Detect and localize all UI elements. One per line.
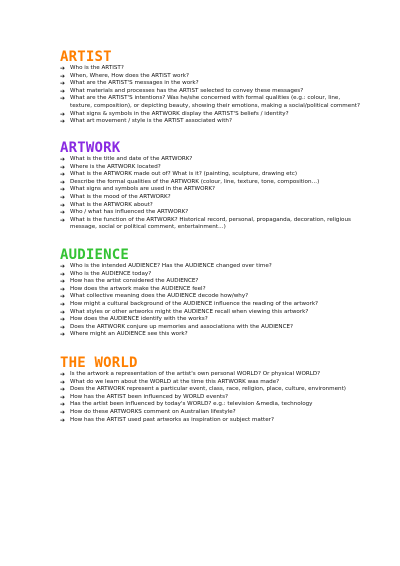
arrow-bullet-icon: ➔ [60, 401, 66, 409]
list-item: ➔ Where is the ARTWORK located? [60, 163, 161, 171]
arrow-bullet-icon: ➔ [60, 371, 66, 378]
arrow-bullet-icon: ➔ [60, 72, 66, 80]
list-item: ➔ Who / what has influenced the ARTWORK? [60, 209, 189, 217]
list-item: ➔ What is the function of the ARTWORK? Historical record, personal, propaganda, decoration, religious message, social or political comment, entertainment…) [60, 216, 351, 231]
list-item: ➔ What collective meaning does the AUDIENCE decode how/why? [60, 293, 249, 301]
list-artist [60, 65, 360, 126]
arrow-bullet-icon: ➔ [60, 263, 66, 270]
list-item: ➔ How might a cultural background of the AUDIENCE influence the reading of the artwork? [60, 300, 319, 308]
arrow-bullet-icon: ➔ [60, 331, 66, 339]
section-the-world [60, 356, 360, 424]
list-item: ➔ Describe the formal qualities of the ARTWORK (colour, line, texture, tone, composition…) [60, 178, 320, 186]
arrow-bullet-icon: ➔ [60, 323, 66, 331]
list-artwork [60, 156, 360, 232]
arrow-bullet-icon: ➔ [60, 386, 66, 394]
arrow-bullet-icon: ➔ [60, 171, 66, 179]
list-item: ➔ How has the ARTIST been influenced by WORLD events? [60, 393, 228, 401]
arrow-bullet-icon: ➔ [60, 193, 66, 201]
list-item: ➔ What signs & symbols in the ARTWORK display the ARTIST'S beliefs / identity? [60, 110, 289, 118]
heading-artwork: ARTWORK [60, 140, 121, 156]
arrow-bullet-icon: ➔ [60, 308, 66, 316]
list-item: ➔ Who is the intended AUDIENCE? Has the AUDIENCE changed over time? [60, 263, 272, 270]
list-item: ➔ What is the mood of the ARTWORK? [60, 193, 171, 201]
arrow-bullet-icon: ➔ [60, 270, 66, 278]
arrow-bullet-icon: ➔ [60, 393, 66, 401]
arrow-bullet-icon: ➔ [60, 293, 66, 301]
arrow-bullet-icon: ➔ [60, 378, 66, 386]
arrow-bullet-icon: ➔ [60, 316, 66, 324]
list-item: ➔ Who is the AUDIENCE today? [60, 270, 152, 278]
arrow-bullet-icon: ➔ [60, 110, 66, 118]
list-item: ➔ Who is the ARTIST? [60, 65, 124, 72]
arrow-bullet-icon: ➔ [60, 300, 66, 308]
heading-audience: AUDIENCE [60, 247, 130, 263]
arrow-bullet-icon: ➔ [60, 163, 66, 171]
list-item: ➔ What styles or other artworks might the AUDIENCE recall when viewing this artwork? [60, 308, 309, 316]
arrow-bullet-icon: ➔ [60, 87, 66, 95]
list-item: ➔ When, Where, How does the ARTIST work? [60, 72, 189, 80]
list-item: ➔ Is the artwork a representation of the artist's own personal WORLD? Or physical WORLD? [60, 371, 321, 378]
list-item: ➔ What materials and processes has the ARTIST selected to convey these messages? [60, 87, 304, 95]
arrow-bullet-icon: ➔ [60, 80, 66, 88]
list-item: ➔ Has the artist been influenced by today's WORLD? e.g.: television &media, technology [60, 401, 313, 409]
arrow-bullet-icon: ➔ [60, 65, 66, 72]
section-artist [60, 50, 360, 126]
arrow-bullet-icon: ➔ [60, 95, 66, 103]
list-item: ➔ Does the ARTWORK represent a particular event, class, race, religion, place, culture, environment) [60, 386, 346, 394]
section-audience [60, 248, 360, 339]
list-item: ➔ How does the artwork make the AUDIENCE feel? [60, 285, 206, 293]
heading-artist: ARTIST [60, 49, 112, 65]
arrow-bullet-icon: ➔ [60, 186, 66, 194]
arrow-bullet-icon: ➔ [60, 416, 66, 424]
arrow-bullet-icon: ➔ [60, 118, 66, 126]
list-item: ➔ Where might an AUDIENCE see this work? [60, 331, 188, 339]
list-audience [60, 263, 360, 339]
list-item: ➔ What are the ARTIST'S messages in the work? [60, 80, 199, 88]
list-item: ➔ What is the ARTWORK about? [60, 201, 153, 209]
list-item: ➔ What signs and symbols are used in the ARTWORK? [60, 186, 215, 194]
arrow-bullet-icon: ➔ [60, 209, 66, 217]
list-item: ➔ How has the ARTIST used past artworks as inspiration or subject matter? [60, 416, 274, 424]
list-the-world [60, 371, 360, 424]
list-item: ➔ How do these ARTWORKS comment on Australian lifestyle? [60, 408, 236, 416]
list-item: ➔ How has the artist considered the AUDIENCE? [60, 278, 199, 286]
arrow-bullet-icon: ➔ [60, 156, 66, 163]
list-item: ➔ What is the ARTWORK made out of? What is it? (painting, sculpture, drawing etc) [60, 171, 297, 179]
list-item: ➔ How does the AUDIENCE identify with the works? [60, 316, 208, 324]
heading-the-world: THE WORLD [60, 355, 138, 371]
list-item: ➔ What art movement / style is the ARTIST associated with? [60, 118, 232, 126]
arrow-bullet-icon: ➔ [60, 178, 66, 186]
arrow-bullet-icon: ➔ [60, 408, 66, 416]
arrow-bullet-icon: ➔ [60, 201, 66, 209]
arrow-bullet-icon: ➔ [60, 285, 66, 293]
list-item: ➔ What are the ARTIST'S intentions? Was he/she concerned with formal qualities (e.g.: colour, line, texture, composition), or depicting beauty, showing their emotions, making a social/political comment? [60, 95, 360, 109]
list-item: ➔ What do we learn about the WORLD at the time this ARTWORK was made? [60, 378, 280, 386]
list-item: ➔ Does the ARTWORK conjure up memories and associations with the AUDIENCE? [60, 323, 294, 331]
arrow-bullet-icon: ➔ [60, 216, 66, 224]
list-item: ➔ What is the title and date of the ARTWORK? [60, 156, 193, 163]
section-artwork [60, 141, 360, 232]
arrow-bullet-icon: ➔ [60, 278, 66, 286]
